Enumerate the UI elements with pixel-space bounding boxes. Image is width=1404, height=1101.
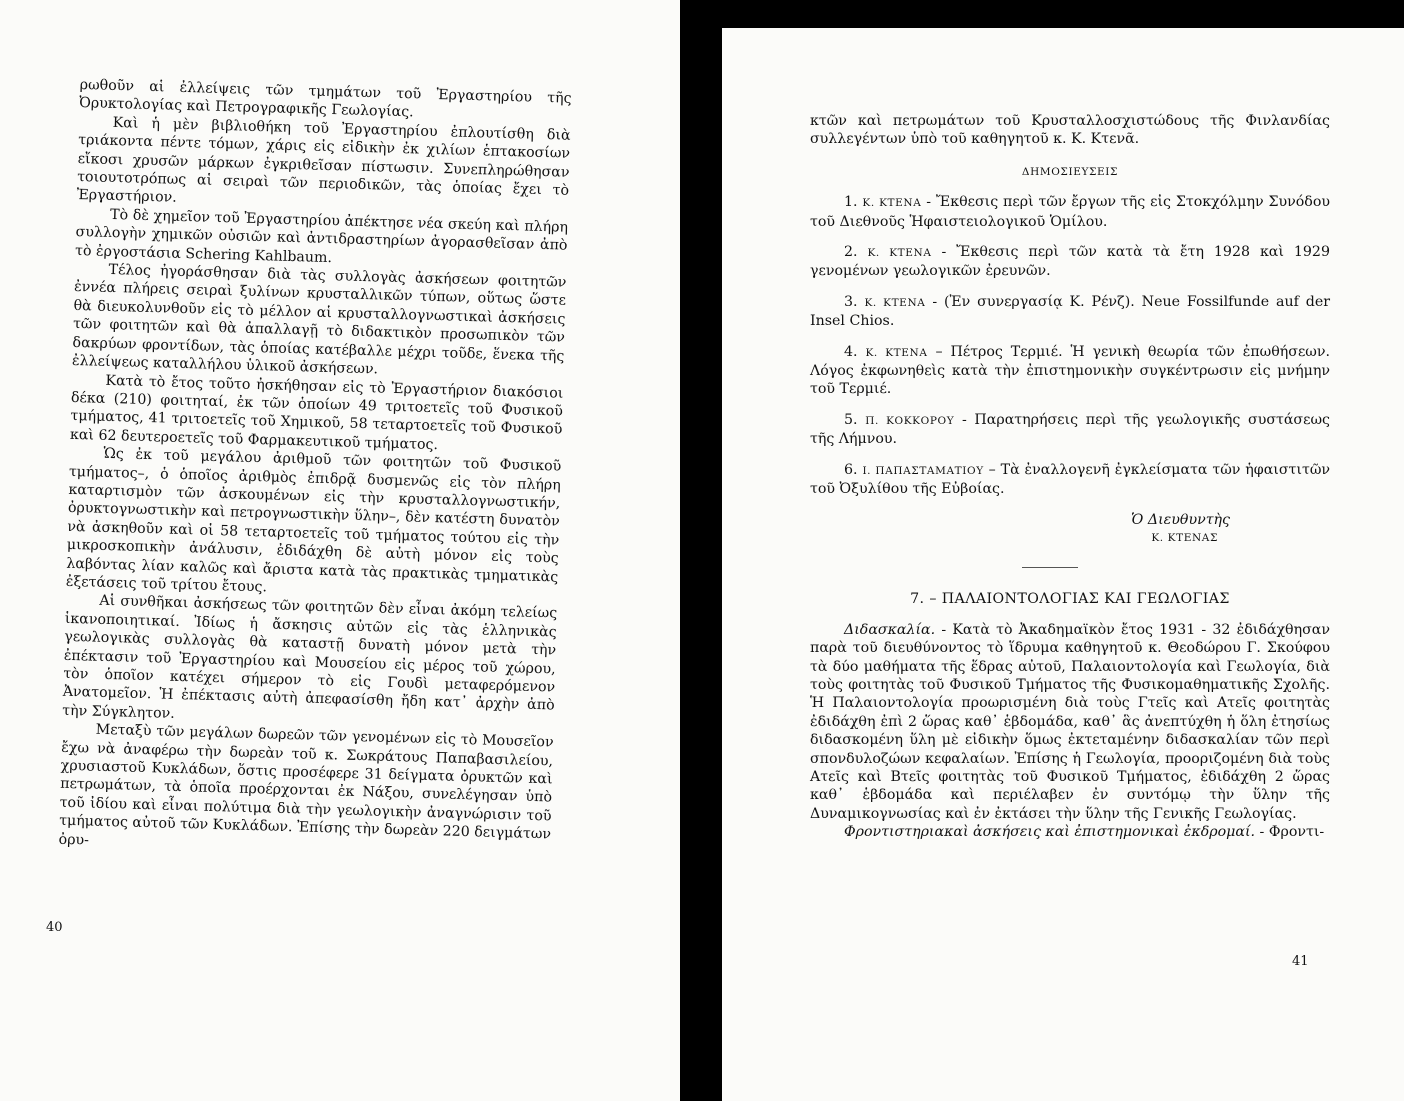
publication-number: 2. <box>844 244 858 261</box>
exercises-paragraph <box>810 823 1330 841</box>
section-heading: 7. – ΠΑΛΑΙΟΝΤΟΛΟΓΙΑΣ ΚΑΙ ΓΕΩΛΟΓΙΑΣ <box>910 591 1230 608</box>
publication-author: Π. ΚΟΚΚΟΡΟΥ <box>865 414 955 427</box>
paragraph: Μεταξὺ τῶν μεγάλων δωρεῶν τῶν γενομένων εἰς τὸ Μουσεῖον ἔχω νὰ ἀναφέρω τὴν δωρεὰν τοῦ κ. Σωκράτους Παπαβασιλείου, χρυσιαστοῦ Κυκλάδων, ὅστις προσέφερε 31 δείγματα ὀρυκτῶν καὶ πετρωμάτων, τὰ ὁποῖα προέρχονται ἐκ Νάξου, συνελέγησαν ὑπὸ τοῦ ἰδίου καὶ εἶναι πολύτιμα διὰ τὴν γεωλογικὴν ἀναγνώρισιν τοῦ τμήματος αὐτοῦ τῶν Κυκλάδων. Ἐπίσης τὴν δωρεὰν 220 δειγμάτων ὀρυ- <box>58 721 554 849</box>
publication-item <box>810 293 1330 331</box>
signature-role: Ὁ Διευθυντὴς <box>1131 511 1230 528</box>
teaching-lead: Διδασκαλία. <box>844 621 936 638</box>
left-page-body <box>58 76 571 862</box>
exercises-text: - Φροντι- <box>1255 824 1325 841</box>
page-number: 41 <box>1292 954 1309 969</box>
publication-author: Κ. ΚΤΕΝΑ <box>865 346 928 359</box>
publication-item <box>810 461 1330 499</box>
publication-author: Κ. ΚΤΕΝΑ <box>864 296 926 309</box>
paragraph: ρωθοῦν αἱ ἐλλείψεις τῶν τμημάτων τοῦ Ἐργαστηρίου τῆς Ὀρυκτολογίας καὶ Πετρογραφικῆς Γεωλογίας. <box>79 76 572 121</box>
paragraph: Κατὰ τὸ ἔτος τοῦτο ἠσκήθησαν εἰς τὸ Ἐργαστήριον διακόσιοι δέκα (210) φοιτηταί, ἐκ τῶν ὁποίων 49 τριτοετεῖς τοῦ Φυσικοῦ τμήματος, 41 τριτοετεῖς τοῦ Χημικοῦ, 58 τεταρτοετεῖς τοῦ Φυσικοῦ καὶ 62 δευτεροετεῖς τοῦ Φαρμακευτικοῦ τμήματος. <box>69 372 564 453</box>
publication-item <box>810 193 1330 231</box>
publication-text: - Παρατηρήσεις περὶ τῆς γεωλογικῆς συστάσεως τῆς Λήμνου. <box>810 411 1330 448</box>
publication-text: - Ἔκθεσις περὶ τῶν ἔργων τῆς εἰς Στοκχόλμην Συνόδου τοῦ Διεθνοῦς Ἡφαιστειολογικοῦ Ὁμίλου. <box>810 194 1330 230</box>
paragraph: Ὡς ἐκ τοῦ μεγάλου ἀριθμοῦ τῶν φοιτητῶν τοῦ Φυσικοῦ τμήματος–, ὁ ὁποῖος ἀριθμὸς ἐπιδρᾷ δυσμενῶς εἰς τὸν πλήρη καταρτισμὸν τῶν ἀσκουμένων εἰς τὴν κρυσταλλογνωστικήν, ὀρυκτογνωστικὴν καὶ πετρογνωστικὴν ὕλην–, δὲν κατέστη δυνατὸν νὰ ἀσκηθοῦν καὶ οἱ 58 τεταρτοετεῖς τοῦ τμήματος τούτου εἰς τὴν μικροσκοπικὴν ἀνάλυσιν, ἐδιδάχθη δὲ αὐτὴ μόνον εἰς τοὺς λαβόντας λίαν καλῶς καὶ ἄριστα κατὰ τὰς πρακτικὰς τμηματικὰς ἐξετάσεις τοῦ τρίτου ἔτους. <box>65 445 562 596</box>
teaching-text: - Κατὰ τὸ Ἀκαδημαϊκὸν ἔτος 1931 - 32 ἐδιδάχθησαν παρὰ τοῦ διευθύνοντος τὸ ἵδρυμα καθηγητοῦ κ. Θεοδώρου Γ. Σκούφου τὰ δύο μαθήματα τῆς ἕδρας αὐτοῦ, Παλαιοντολογία καὶ Γεωλογία, διὰ τοὺς φοιτητὰς τοῦ Φυσικοῦ Τμήματος τῆς Φυσικομαθηματικῆς Σχολῆς. Ἡ Παλαιοντολογία προωρισμένη διὰ τοὺς Γτεῖς καὶ Ατεῖς φοιτητὰς ἐδιδάχθη ἐπὶ 2 ὥρας καθ᾽ ἑβδομάδα, καθ᾽ ἃς ἀνεπτύχθη ἡ ὅλη ἐτησίως διδασκομένη ὕλη μὲ εἰδικὴν ὅμως ἐκτεταμένην διδασκαλίαν τῶν περὶ σπονδυλοζώων κεφαλαίων. Ἐπίσης ἡ Γεωλογία, προοριζομένη διὰ τοὺς Ατεῖς καὶ Βτεῖς φοιτητὰς τοῦ Φυσικοῦ Τμήματος, ἐδιδάχθη 2 ὥρας καθ᾽ ἑβδομάδα καὶ περιέλαβεν ἐν συντόμῳ τὴν ὕλην τῆς Δυναμικογνωσίας καὶ ἐν ἐκτάσει τὴν ὕλην τῆς Γενικῆς Γεωλογίας. <box>810 621 1330 822</box>
publication-text: - Ἔκθεσις περὶ τῶν κατὰ τὰ ἔτη 1928 καὶ 1929 γενομένων γεωλογικῶν ἐρευνῶν. <box>810 244 1330 280</box>
publication-text: - (Ἐν συνεργασίᾳ Κ. Ρένζ). Neue Fossilfunde auf der Insel Chios. <box>810 293 1331 330</box>
publication-item <box>810 343 1330 399</box>
publication-author: Κ. ΚΤΕΝΑ <box>867 247 932 260</box>
publications-heading: ΔΗΜΟΣΙΕΥΣΕΙΣ <box>1021 165 1119 178</box>
exercises-lead: Φροντιστηριακαὶ ἀσκήσεις καὶ ἐπιστημονικαὶ ἐκδρομαί. <box>844 824 1256 841</box>
page-number: 40 <box>46 920 63 935</box>
paragraph: Τέλος ἠγοράσθησαν διὰ τὰς συλλογὰς ἀσκήσεων φοιτητῶν ἐννέα πλήρεις σειραὶ ξυλίνων κρυσταλλικῶν τύπων, οὕτως ὥστε θὰ διευκολυνθοῦν εἰς τὸ μέλλον αἱ κρυσταλλογνωστικαὶ ἀσκήσεις τῶν φοιτητῶν καὶ θὰ ἀπαλλαγῇ τὸ διδακτικὸν προσωπικὸν τῶν δακρύων φροντίδων, τὰς ὁποίας κατέβαλλε μέχρι τοῦδε, ἕνεκα τῆς ἐλλείψεως καταλλήλου ὑλικοῦ ἀσκήσεων. <box>71 261 567 378</box>
publication-author: Ι. ΠΑΠΑΣΤΑΜΑΤΙΟΥ <box>862 464 984 477</box>
intro-paragraph: κτῶν καὶ πετρωμάτων τοῦ Κρυσταλλοσχιστώδους τῆς Φινλανδίας συλλεγέντων ὑπὸ τοῦ καθηγητοῦ κ. Κ. Κτενᾶ. <box>810 113 1330 148</box>
signature-name: Κ. ΚΤΕΝΑΣ <box>1151 531 1218 544</box>
publication-author: Κ. ΚΤΕΝΑ <box>862 197 922 210</box>
paragraph: Τὸ δὲ χημεῖον τοῦ Ἐργαστηρίου ἀπέκτησε νέα σκεύη καὶ πλήρη συλλογὴν χημικῶν οὐσιῶν καὶ ἀντιδραστηρίων ἀγορασθεῖσαν ἀπὸ τὸ ἐργοστάσια Schering Kahlbaum. <box>74 206 569 266</box>
publication-text: – Πέτρος Τερμιέ. Ἡ γενικὴ θεωρία τῶν ἐπωθήσεων. Λόγος ἐκφωνηθεὶς κατὰ τὴν ἐπιστημονικὴν συγκέντρωσιν εἰς μνήμην τοῦ Τερμιέ. <box>810 343 1330 398</box>
publication-number: 6. <box>844 461 858 478</box>
paragraph: Καὶ ἡ μὲν βιβλιοθήκη τοῦ Ἐργαστηρίου ἐπλουτίσθη διὰ τριάκοντα πέντε τόμων, χάρις εἰς εἰδικὴν ἐκ χιλίων ἑπτακοσίων εἴκοσι χρυσῶν μάρκων ἐγκριθεῖσαν πίστωσιν. Συνεπληρώθησαν τοιουτοτρόπως αἱ σειραὶ τῶν περιοδικῶν, τὰς ὁποίας ἔχει τὸ Ἐργαστήριον. <box>76 114 571 207</box>
publication-text: – Τὰ ἐναλλογενῆ ἐγκλείσματα τῶν ἡφαιστιτῶν τοῦ Ὀξυλίθου τῆς Εὐβοίας. <box>810 461 1331 498</box>
publication-number: 4. <box>844 343 858 360</box>
publication-item <box>810 243 1330 281</box>
paragraph: Αἱ συνθῆκαι ἀσκήσεως τῶν φοιτητῶν δὲν εἶναι ἀκόμη τελείως ἱκανοποιητικαί. Ἰδίως ἡ ἄσκησις αὐτῶν εἰς τὰς ἑλληνικὰς γεωλογικὰς συλλογὰς θὰ καταστῇ δυνατὴ μόνον μετὰ τὴν ἐπέκτασιν τοῦ Ἐργαστηρίου καὶ Μουσείου εἰς μέρος τοῦ χώρου, τὸν ὁποῖον κατέχει σήμερον τὸ εἰς Γουδὶ μεταφερόμενον Ἀνατομεῖον. Ἡ ἐπέκτασις αὐτὴ ἀπεφασίσθη ἤδη κατ᾽ ἀρχὴν ἀπὸ τὴν Σύγκλητον. <box>62 593 558 722</box>
left-page <box>0 0 680 1101</box>
publication-item <box>810 411 1330 449</box>
publication-number: 3. <box>844 293 858 310</box>
publication-number: 1. <box>844 194 858 211</box>
right-page <box>722 28 1404 1101</box>
publication-number: 5. <box>844 411 858 428</box>
teaching-paragraph <box>810 621 1330 823</box>
right-page-body <box>810 112 1330 842</box>
